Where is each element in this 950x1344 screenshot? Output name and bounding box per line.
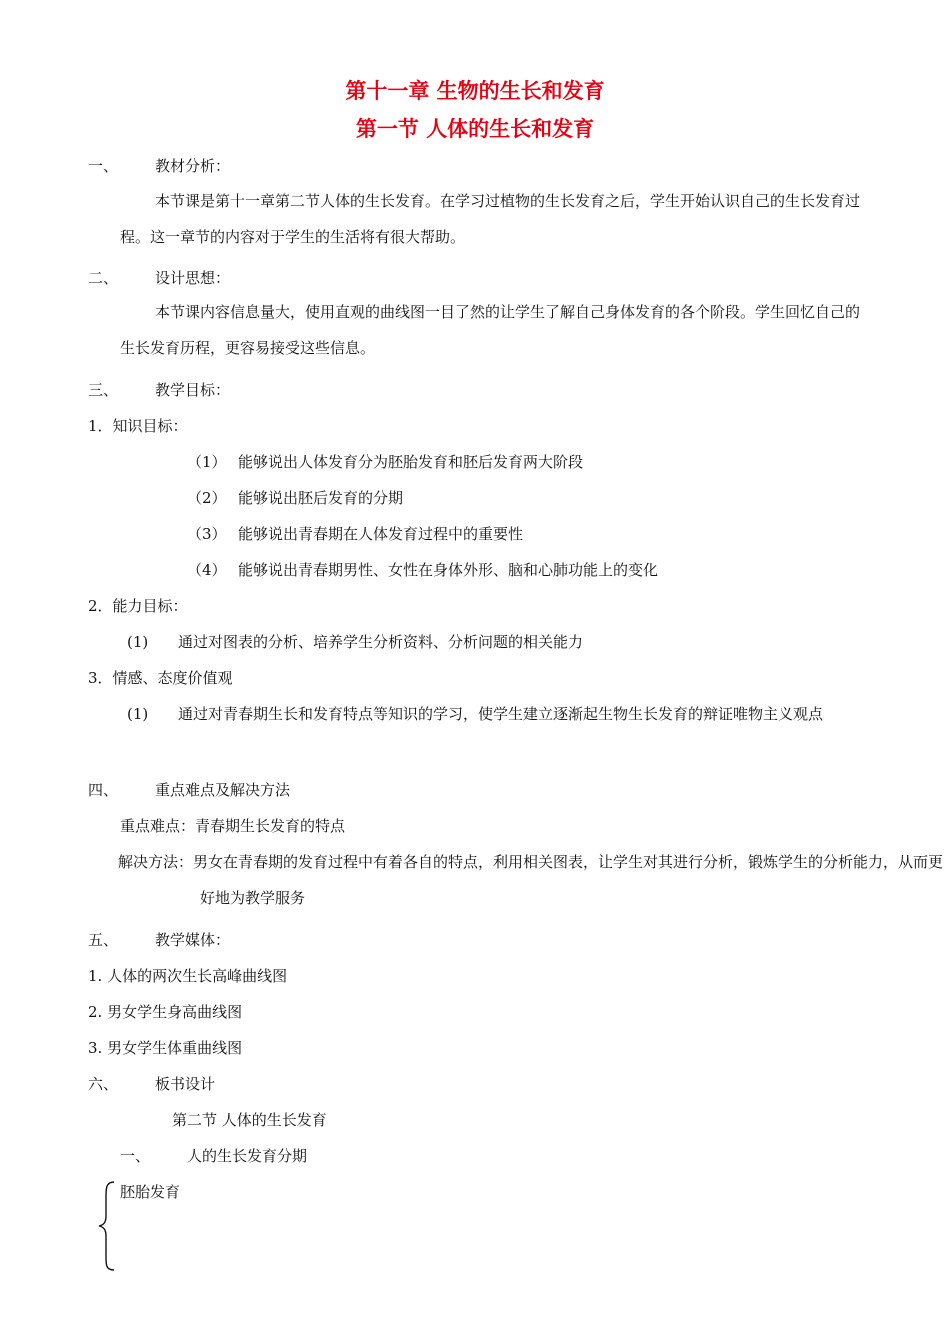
curly-brace	[96, 1180, 120, 1272]
attitude-goal-1-number: (1)	[127, 705, 149, 723]
section-1-heading: 教材分析：	[155, 157, 231, 175]
section-4-number: 四、	[88, 781, 119, 799]
section-2-heading: 设计思想：	[155, 269, 231, 287]
section-title: 第一节 人体的生长和发育	[355, 117, 595, 141]
board-subheading: 人的生长发育分期	[187, 1147, 308, 1165]
ability-goals-label: 2．能力目标：	[88, 597, 188, 615]
section-4-heading: 重点难点及解决方法	[155, 781, 291, 799]
section-5-heading: 教学媒体：	[155, 931, 231, 949]
knowledge-goal-2-number: （2）	[187, 489, 227, 507]
key-difficulty: 重点难点：青春期生长发育的特点	[120, 817, 346, 835]
ability-goal-1-number: (1)	[127, 633, 149, 651]
knowledge-goal-4: 能够说出青春期男性、女性在身体外形、脑和心肺功能上的变化	[238, 561, 659, 579]
knowledge-goal-3: 能够说出青春期在人体发育过程中的重要性	[238, 525, 524, 543]
knowledge-goal-4-number: （4）	[187, 561, 227, 579]
ability-goal-1: 通过对图表的分析、培养学生分析资料、分析问题的相关能力	[178, 633, 584, 651]
section-3-heading: 教学目标：	[155, 381, 231, 399]
knowledge-goal-1: 能够说出人体发育分为胚胎发育和胚后发育两大阶段	[238, 453, 584, 471]
section-1-paragraph: 本节课是第十一章第二节人体的生长发育。在学习过植物的生长发育之后，学生开始认识自己的生长发育过程。这一章节的内容对于学生的生活将有很大帮助。	[120, 192, 861, 246]
attitude-goal-1: 通过对青春期生长和发育特点等知识的学习，使学生建立逐渐起生物生长发育的辩证唯物主义观点	[178, 705, 824, 723]
section-5-number: 五、	[88, 931, 119, 949]
media-item-2: 2. 男女学生身高曲线图	[88, 1003, 243, 1021]
section-1-number: 一、	[88, 157, 119, 175]
knowledge-goal-3-number: （3）	[187, 525, 227, 543]
solution-paragraph: 解决方法：男女在青春期的发育过程中有着各自的特点，利用相关图表，让学生对其进行分析，锻炼学生的分析能力，从而更好地为教学服务	[118, 853, 944, 907]
board-title: 第二节 人体的生长发育	[172, 1111, 327, 1129]
knowledge-goal-1-number: （1）	[187, 453, 227, 471]
brace-item-embryo: 胚胎发育	[120, 1183, 181, 1201]
section-2-number: 二、	[88, 269, 119, 287]
chapter-title: 第十一章 生物的生长和发育	[345, 79, 605, 103]
knowledge-goals-label: 1．知识目标：	[88, 417, 188, 435]
section-6-heading: 板书设计	[155, 1075, 216, 1093]
section-2-paragraph: 本节课内容信息量大，使用直观的曲线图一目了然的让学生了解自己身体发育的各个阶段。学生回忆自己的生长发育历程，更容易接受这些信息。	[120, 303, 861, 357]
media-item-3: 3. 男女学生体重曲线图	[88, 1039, 243, 1057]
section-3-number: 三、	[88, 381, 119, 399]
board-subheading-number: 一、	[120, 1147, 151, 1165]
section-6-number: 六、	[88, 1075, 119, 1093]
knowledge-goal-2: 能够说出胚后发育的分期	[238, 489, 404, 507]
media-item-1: 1. 人体的两次生长高峰曲线图	[88, 967, 288, 985]
attitude-goals-label: 3．情感、态度价值观	[88, 669, 233, 687]
